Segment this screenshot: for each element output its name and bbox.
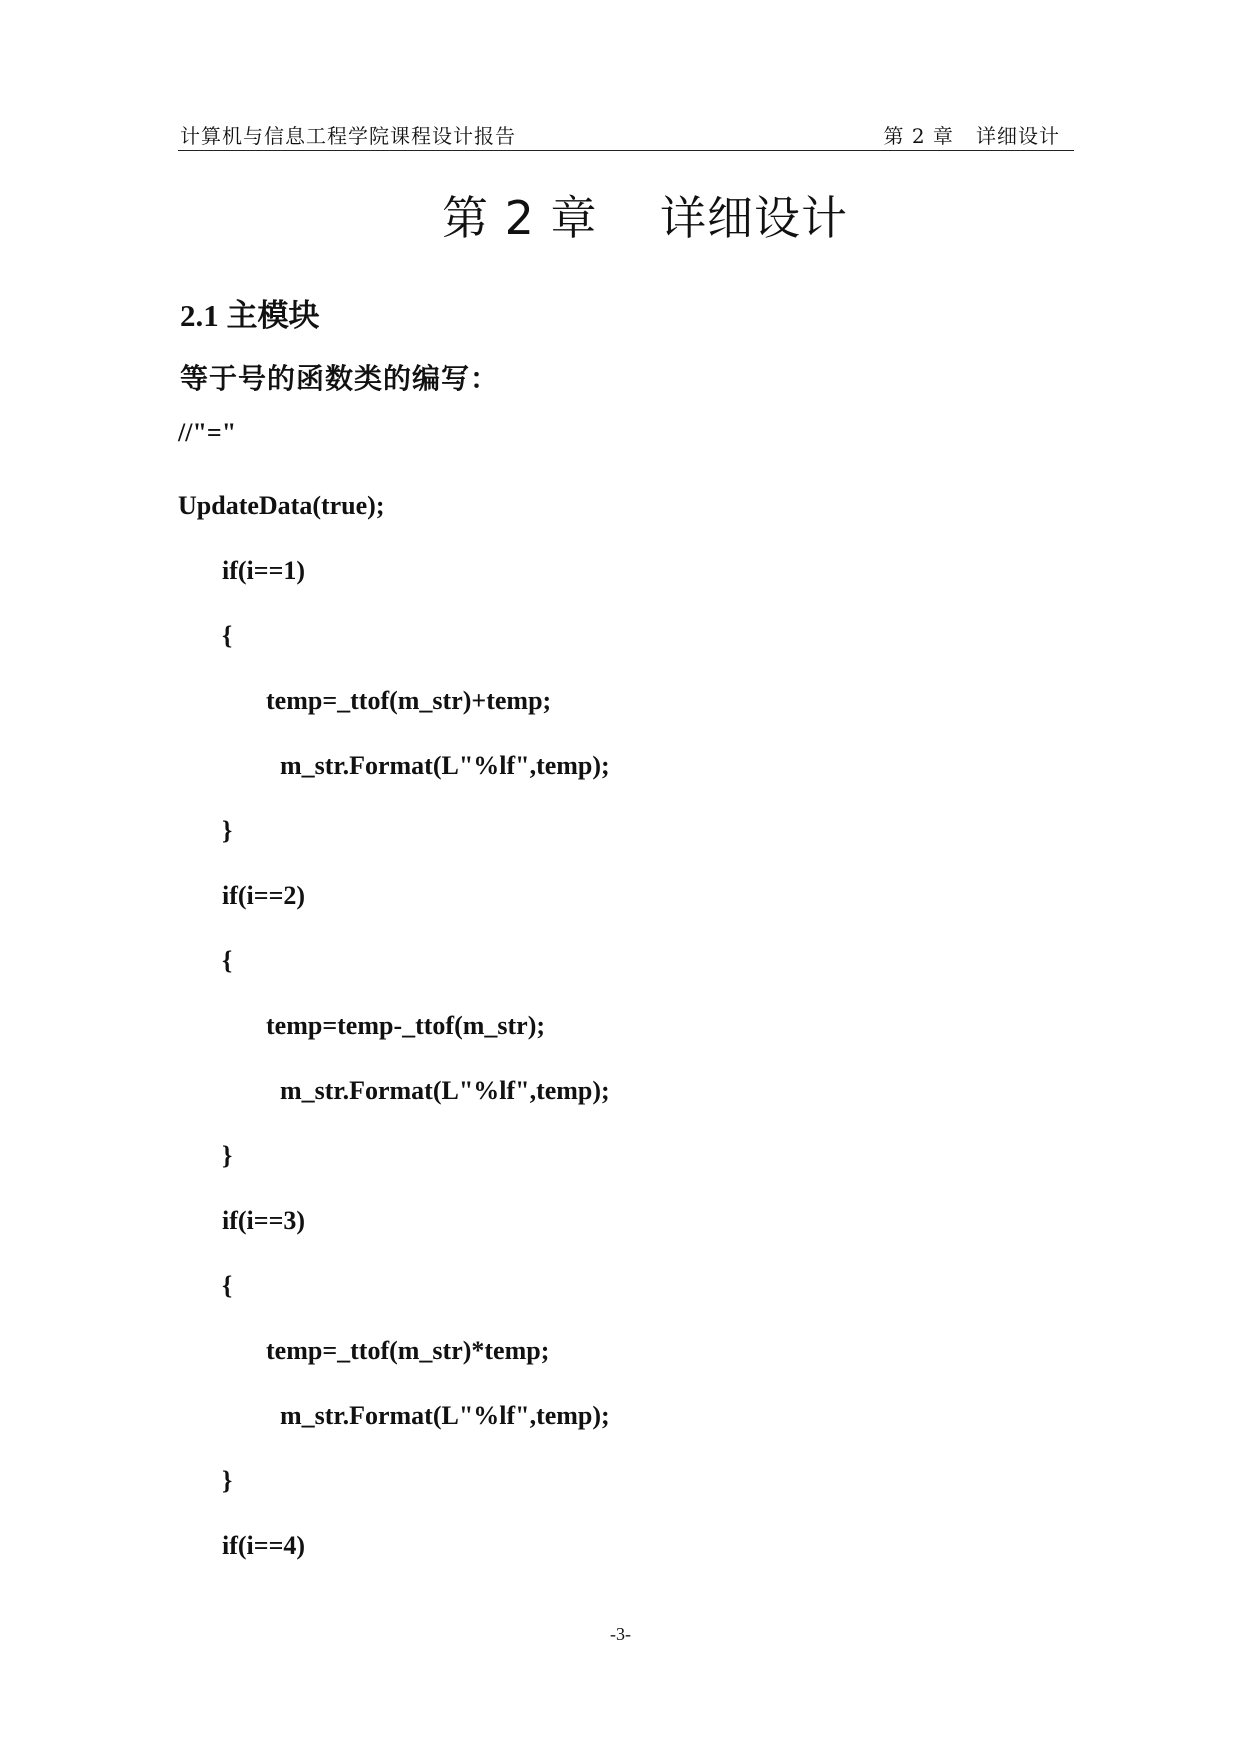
subsection-heading: 等于号的函数类的编写： <box>180 362 500 395</box>
chapter-title: 第 2 章 详细设计 <box>442 191 848 245</box>
code-line: } <box>222 1466 233 1495</box>
code-line: m_str.Format(L"%lf",temp); <box>280 751 610 780</box>
code-line: if(i==2) <box>222 881 306 910</box>
page-number: -3- <box>610 1624 631 1644</box>
code-line: { <box>222 1271 233 1300</box>
code-line: m_str.Format(L"%lf",temp); <box>280 1401 610 1430</box>
code-line: } <box>222 1141 233 1170</box>
header-school-title: 计算机与信息工程学院课程设计报告 <box>180 124 516 148</box>
code-line: if(i==4) <box>222 1531 306 1560</box>
header-chapter: 第 2 章 详细设计 <box>883 124 1060 148</box>
code-line: } <box>222 816 233 845</box>
code-line: m_str.Format(L"%lf",temp); <box>280 1076 610 1105</box>
code-line: UpdateData(true); <box>178 491 385 520</box>
code-line: temp=_ttof(m_str)+temp; <box>266 686 552 715</box>
code-line: if(i==3) <box>222 1206 306 1235</box>
page-header <box>178 118 1074 151</box>
code-line: //"=" <box>178 418 237 447</box>
section-heading: 2.1 主模块 <box>180 298 320 333</box>
code-line: { <box>222 946 233 975</box>
code-line: temp=temp-_ttof(m_str); <box>266 1011 546 1040</box>
code-line: temp=_ttof(m_str)*temp; <box>266 1336 550 1365</box>
code-line: if(i==1) <box>222 556 306 585</box>
code-line: { <box>222 621 233 650</box>
